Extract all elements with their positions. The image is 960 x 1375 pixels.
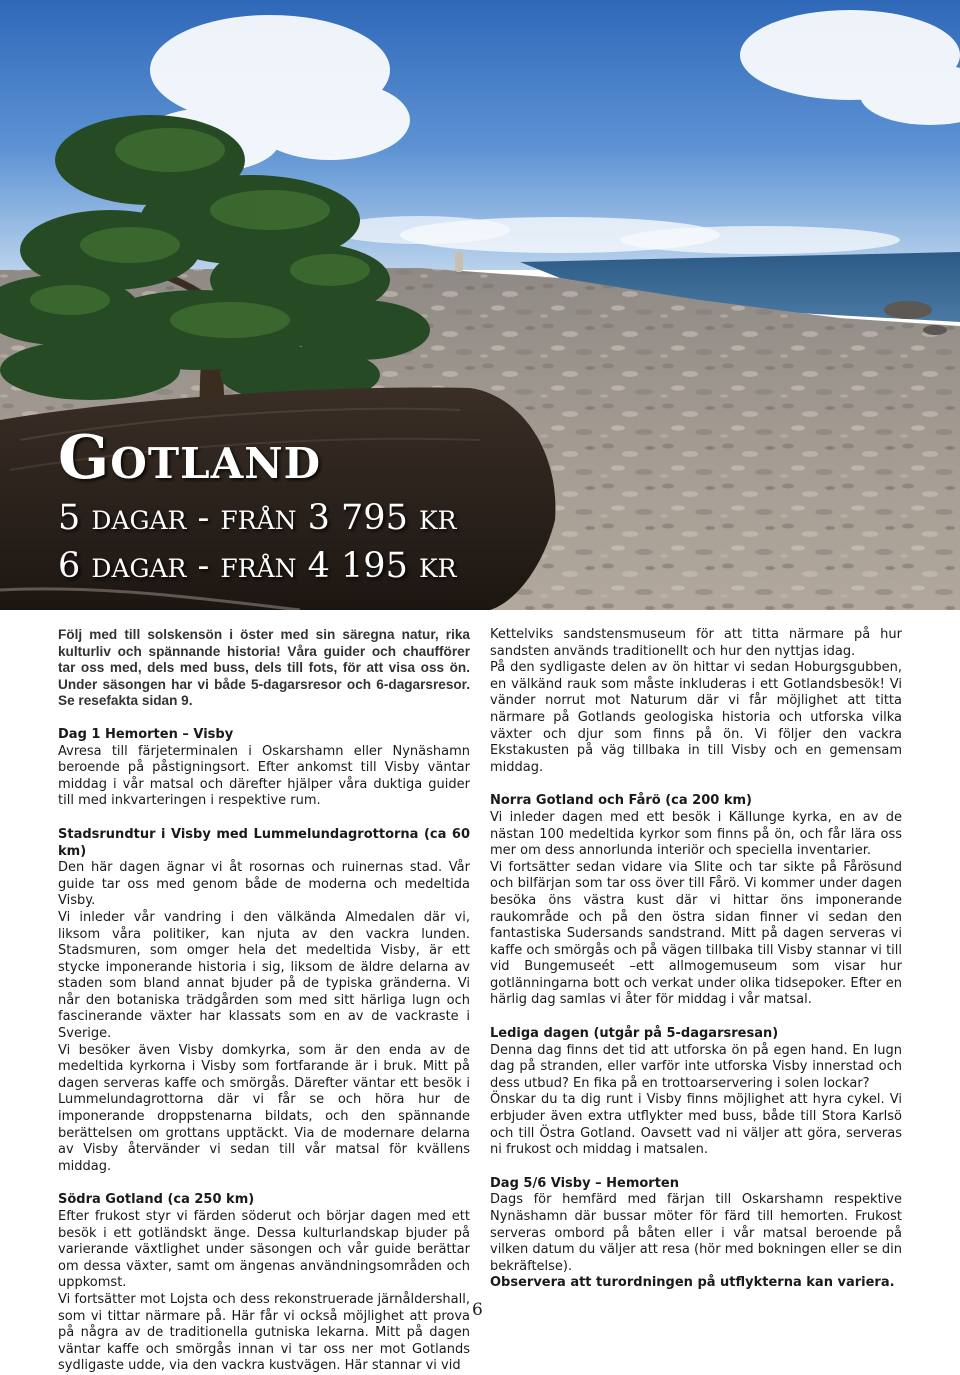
section-day-5-6 — [490, 1176, 902, 1276]
section-heading: Dag 1 Hemorten – Visby — [58, 726, 234, 742]
section-heading: Lediga dagen (utgår på 5-dagarsresan) — [490, 1026, 779, 1042]
section-lediga-dagen — [490, 1026, 902, 1159]
section-paragraph: Vi fortsätter sedan vidare via Slite och tar sikte på Fårösund och bilfärjan som tar oss över till Fårö. Vi kommer under dagen besöka öns västra kust där vi hittar öns imponerande raukområde och på den östra sidan finner vi sedan den fantastiska Sudersands sandstrand. Mitt på dagen serveras vi kaffe och smörgås och på vägen tillbaka till Visby stannar vi till vid Bungemuseét –ett allmogemuseum som visar hur gotlänningarna bott och verkat under olika tidsepoker. Efter en härlig dag samlas vi åter för middag i vår matsal. — [490, 859, 902, 1008]
left-column — [58, 627, 470, 1375]
section-paragraph: Önskar du ta dig runt i Visby finns möjlighet att hyra cykel. Vi erbjuder även extra utflykter med buss, både till Stora Karlsö och till Östra Gotland. Oavsett vad ni väljer att göra, serveras ni frukost och middag i matsalen. — [490, 1092, 902, 1158]
price-line-6-days: 6 dagar - från 4 195 kr — [58, 546, 457, 586]
section-paragraph: Efter frukost styr vi färden söderut och börjar dagen med ett besök i ett gotländskt änge. Dessa kulturlandskap bjuder på varierande växtlighet under säsongen och vår guide berättar om dessa växter, samt om ängenas användningsområden och uppkomst. — [58, 1209, 470, 1291]
section-paragraph: På den sydligaste delen av ön hittar vi sedan Hoburgsgubben, en välkänd rauk som måste inkluderas i ett Gotlandsbesök! Vi vänder norrut mot Naturum där vi får möjlighet att titta närmare på Gotlands geologiska historia och utforska vilka växter och djur som finns på ön. Vi följer den vackra Ekstakusten på väg tillbaka in till Visby och en gemensam middag. — [490, 660, 902, 775]
section-day-1 — [58, 727, 470, 810]
section-paragraph: Avresa till färjeterminalen i Oskarshamn eller Nynäshamn beroende på påstigningsort. Efter ankomst till Visby väntar middag i vår matsal och därefter hjälper våra duktiga guider till med inkvarteringen i respektive rum. — [58, 743, 470, 809]
section-stadsrundtur — [58, 827, 470, 1175]
right-column — [490, 627, 902, 1292]
section-heading: Norra Gotland och Fårö (ca 200 km) — [490, 793, 752, 809]
section-paragraph: Vi besöker även Visby domkyrka, som är den enda av de medeltida kyrkorna i Visby som fortfarande är i bruk. Mitt på dagen serveras kaffe och smörgås. Därefter väntar ett besök i Lummelundagrottorna där vi får se och höra hur de imponerande droppstenarna bildats, och den spännande berättelsen om grottans upptäckt. Via de modernare delarna av Visby återvänder vi sedan till vår matsal för kvällens middag. — [58, 1042, 470, 1174]
section-paragraph: Vi inleder vår vandring i den välkända Almedalen där vi, liksom våra politiker, kan njuta av den vackra lunden. Stadsmuren, som omger hela det medeltida Visby, är ett stycke imponerande historia i sig, liksom de äldre delarna av staden som bland annat bjuder på de typiska gränderna. Vi når den botaniska trädgården som med sitt härliga lugn och fascinerande växter har klassats som en av de vackraste i Sverige. — [58, 909, 470, 1042]
itinerary-note: Observera att turordningen på utflykterna kan variera. — [490, 1275, 895, 1291]
section-paragraph: Vi inleder dagen med ett besök i Källunge kyrka, en av de nästan 100 medeltida kyrkor som finns på ön, och får lära oss mer om dess annorlunda interiör och speciella inventarier. — [490, 809, 902, 859]
section-paragraph: Denna dag finns det tid att utforska ön på egen hand. En lugn dag på stranden, eller varför inte utforska Visby innerstad och dess utbud? En fika på en trottoarservering i solen lockar? — [490, 1042, 902, 1091]
section-paragraph: Vi fortsätter mot Lojsta och dess rekonstruerade järnåldershall, som vi tittar närmare på. Här får vi också möjlighet att prova på några av de traditionella gutniska lekarna. Mitt på dagen väntar kaffe och smörgås innan vi tar oss ner mot Gotlands sydligaste udde, via den vackra kustvägen. Här stannar vi vid — [58, 1291, 470, 1374]
hero-photo — [0, 0, 960, 610]
section-sodra-gotland — [58, 1192, 470, 1375]
section-norra-gotland — [490, 793, 902, 1009]
section-heading: Södra Gotland (ca 250 km) — [58, 1192, 255, 1208]
page-number: 6 — [472, 1300, 483, 1320]
section-heading: Dag 5/6 Visby – Hemorten — [490, 1175, 679, 1191]
section-paragraph: Kettelviks sandstensmuseum för att titta närmare på hur sandsten används traditionellt och hur den nyttjas idag. — [490, 627, 902, 659]
page-title: Gotland — [58, 423, 322, 493]
section-paragraph: Dags för hemfärd med färjan till Oskarshamn respektive Nynäshamn där bussar möter för färd till hemorten. Frukost serveras ombord på båten eller i vår matsal beroende på vilken datum du väljer att resa (hör med bokningen eller se din bekräftelse). — [490, 1192, 902, 1274]
intro-paragraph: Följ med till solskensön i öster med sin säregna natur, rika kulturliv och spännande historia! Våra guider och chaufförer tar oss med, dels med buss, dels till fots, för att visa oss ön. Under säsongen har vi både 5-dagarsresor och 6-dagarsresor. Se resefakta sidan 9. — [58, 627, 470, 709]
section-paragraph: Den här dagen ägnar vi åt rosornas och ruinernas stad. Vår guide tar oss med genom både de moderna och medeltida Visby. — [58, 860, 470, 909]
title-block — [58, 422, 456, 590]
section-sodra-gotland-continued — [490, 627, 902, 776]
section-heading: Stadsrundtur i Visby med Lummelundagrottorna (ca 60 km) — [58, 826, 470, 859]
price-line-5-days: 5 dagar - från 3 795 kr — [58, 498, 457, 538]
